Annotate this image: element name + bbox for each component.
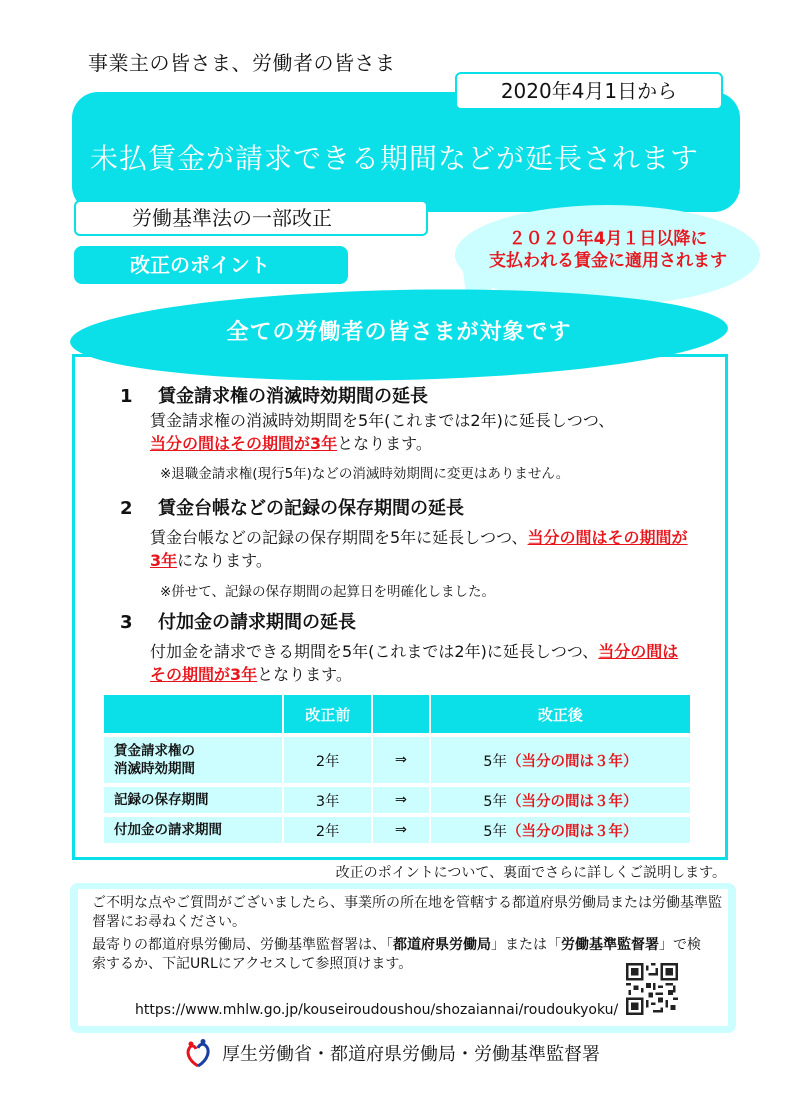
- highlight-text: 当分の間はその期間が3年: [150, 642, 679, 684]
- bubble-line-2: 支払われる賃金に適用されます: [489, 251, 727, 271]
- section-2-note: ※併せて、記録の保存期間の起算日を明確化しました。: [160, 584, 496, 600]
- body-text: になります。: [177, 551, 272, 570]
- section-title: 賃金請求権の消滅時効期間の延長: [158, 386, 428, 407]
- page-title: 未払賃金が請求できる期間などが延長されます: [90, 142, 700, 175]
- before-value: 2年: [284, 813, 371, 843]
- table-header: 改正前: [284, 695, 371, 733]
- info-paragraph-1: ご不明な点やご質問がございましたら、事業所の所在地を管轄する都道府県労働局または労働基準監督署にお尋ねください。: [92, 895, 722, 930]
- after-value: 5年（当分の間は３年）: [431, 733, 690, 783]
- row-label: 記録の保存期間: [104, 783, 282, 813]
- info-paragraph-2: 最寄りの都道府県労働局、労働基準監督署は、「都道府県労働局」または「労働基準監督署」で検索するか、下記URLにアクセスして参照頂けます。: [92, 937, 701, 972]
- highlight-text: 当分の間はその期間が3年: [150, 528, 688, 570]
- section-title: 付加金の請求期間の延長: [158, 612, 356, 633]
- footer-text: 厚生労働省・都道府県労働局・労働基準監督署: [222, 1044, 600, 1065]
- before-value: 3年: [284, 783, 371, 813]
- bubble-line-1: ２０２０年4月１日以降に: [508, 229, 708, 249]
- mhlw-logo-icon: [184, 1038, 212, 1068]
- effective-date-tag: 2020年4月1日から: [455, 72, 723, 110]
- table-header-row: [104, 695, 690, 733]
- table-header: [104, 695, 282, 733]
- points-label: 改正のポイント: [74, 246, 348, 284]
- arrow-icon: ⇒: [373, 813, 428, 843]
- section-2-body: [150, 526, 690, 572]
- addressee: 事業主の皆さま、労働者の皆さま: [88, 51, 396, 75]
- arrow-icon: ⇒: [373, 733, 428, 783]
- table-header: 改正後: [431, 695, 690, 733]
- table-row: [104, 733, 690, 783]
- target-banner-text: 全ての労働者の皆さまが対象です: [226, 320, 572, 345]
- body-text: 賃金台帳などの記録の保存期間を5年に延長しつつ、: [150, 528, 528, 547]
- law-label: 労働基準法の一部改正: [74, 200, 428, 236]
- footer: [184, 1038, 600, 1068]
- after-value: 5年（当分の間は３年）: [431, 813, 690, 843]
- body-text: 付加金を請求できる期間を5年(これまでは2年)に延長しつつ、: [150, 642, 599, 661]
- qr-code-icon[interactable]: [626, 963, 678, 1015]
- highlight-text: 当分の間はその期間が3年: [150, 434, 338, 453]
- row-label: 賃金請求権の 消滅時効期間: [104, 733, 282, 783]
- section-number: 3: [120, 612, 133, 633]
- table-row: [104, 783, 690, 813]
- body-text: 賃金請求権の消滅時効期間を5年(これまでは2年)に延長しつつ、: [150, 411, 615, 430]
- section-title: 賃金台帳などの記録の保存期間の延長: [158, 498, 464, 519]
- section-3-body: [150, 640, 690, 686]
- row-label: 付加金の請求期間: [104, 813, 282, 843]
- section-3-heading: [120, 608, 356, 634]
- speech-bubble-text: [462, 228, 754, 272]
- after-value: 5年（当分の間は３年）: [431, 783, 690, 813]
- section-number: 1: [120, 386, 133, 407]
- info-text: [92, 894, 722, 974]
- section-1-heading: [120, 382, 428, 408]
- body-text: となります。: [337, 434, 432, 453]
- section-2-heading: [120, 494, 464, 520]
- office-locator-link[interactable]: https://www.mhlw.go.jp/kouseiroudoushou/shozaiannai/roudoukyoku/: [135, 1002, 619, 1018]
- back-page-note: 改正のポイントについて、裏面でさらに詳しくご説明します。: [335, 865, 726, 881]
- table-row: [104, 813, 690, 843]
- comparison-table: [102, 695, 692, 843]
- section-number: 2: [120, 498, 133, 519]
- body-text: となります。: [257, 665, 352, 684]
- arrow-icon: ⇒: [373, 783, 428, 813]
- section-1-note: ※退職金請求権(現行5年)などの消滅時効期間に変更はありません。: [160, 466, 570, 482]
- table-header: [373, 695, 428, 733]
- before-value: 2年: [284, 733, 371, 783]
- section-1-body: [150, 409, 710, 455]
